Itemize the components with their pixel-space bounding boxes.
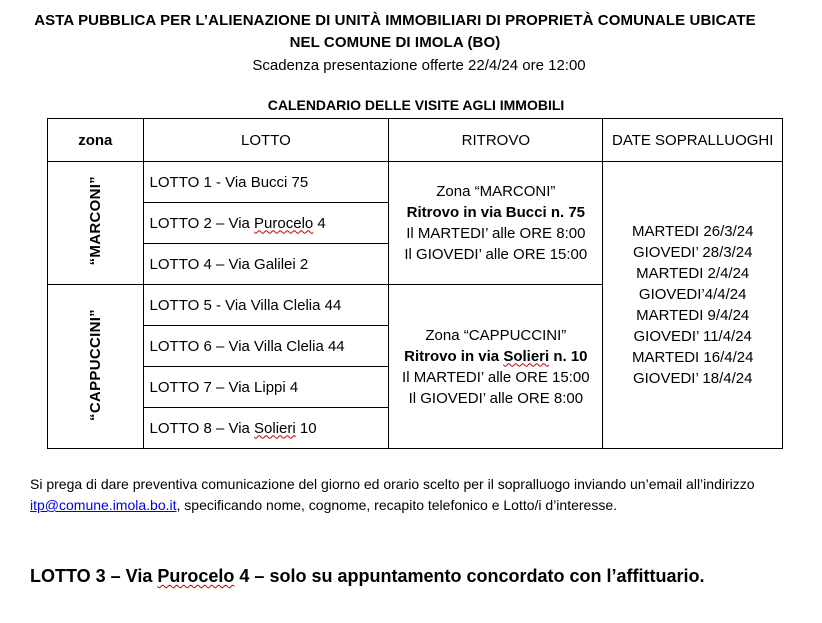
lot-cell <box>143 326 389 367</box>
ritrovo-marconi <box>389 162 603 285</box>
lot-cell <box>143 162 389 203</box>
date-item: GIOVEDI’4/4/24 <box>638 286 747 303</box>
ritrovo-cappuccini <box>389 285 603 449</box>
zone-marconi-label: “MARCONI” <box>86 176 104 266</box>
table-header-row <box>48 119 783 162</box>
lotto3-street: Purocelo <box>157 566 235 586</box>
lot-cell <box>143 285 389 326</box>
ritrovo-cappuccini-place-suffix: n. 10 <box>549 347 588 365</box>
date-item: MARTEDI 16/4/24 <box>631 349 754 366</box>
lot-2-prefix: LOTTO 2 – Via <box>149 214 255 232</box>
lot-cell <box>143 367 389 408</box>
lot-cell <box>143 244 389 285</box>
zone-marconi <box>48 162 144 285</box>
ritrovo-cappuccini-zone: Zona “CAPPUCCINI” <box>425 326 567 344</box>
lotto3-notice <box>30 566 820 587</box>
page-title-line2: NEL COMUNE DI IMOLA (BO) <box>289 34 501 51</box>
page-title-line1: ASTA PUBBLICA PER L’ALIENAZIONE DI UNITÀ IMMOBILIARI DI PROPRIETÀ COMUNALE UBICATE <box>34 12 756 29</box>
date-item: MARTEDI 9/4/24 <box>636 307 750 324</box>
date-item: GIOVEDI’ 11/4/24 <box>633 328 752 345</box>
email-link[interactable]: itp@comune.imola.bo.it <box>30 497 177 513</box>
visits-table <box>47 118 783 449</box>
ritrovo-marconi-thursday: Il GIOVEDI’ alle ORE 15:00 <box>404 246 588 263</box>
lot-cell <box>143 203 389 244</box>
lot-8-street: Solieri <box>254 419 296 437</box>
header-date: DATE SOPRALLUOGHI <box>603 119 783 162</box>
ritrovo-marconi-place: Ritrovo in via Bucci n. 75 <box>406 204 586 221</box>
lot-8-prefix: LOTTO 8 – Via <box>149 419 255 437</box>
ritrovo-cappuccini-thursday: Il GIOVEDI’ alle ORE 8:00 <box>408 389 584 407</box>
ritrovo-cappuccini-place <box>389 346 602 367</box>
calendar-title: CALENDARIO DELLE VISITE AGLI IMMOBILI <box>267 97 565 113</box>
lot-cell <box>143 408 389 449</box>
lot-7-label: LOTTO 7 – Via Lippi 4 <box>149 378 299 396</box>
lotto3-suffix: 4 – solo su appuntamento concordato con l’affittuario. <box>234 566 705 586</box>
dates-cell <box>603 162 783 449</box>
ritrovo-marconi-zone: Zona “MARCONI” <box>436 183 556 200</box>
deadline-text: Scadenza presentazione offerte 22/4/24 ore 12:00 <box>252 57 586 74</box>
lot-5-label: LOTTO 5 - Via Villa Clelia 44 <box>149 296 342 314</box>
lot-4-label: LOTTO 4 – Via Galilei 2 <box>149 255 309 273</box>
ritrovo-cappuccini-place-prefix: Ritrovo in via <box>404 347 504 365</box>
lot-8-suffix: 10 <box>295 419 317 437</box>
lot-2-suffix: 4 <box>313 214 326 232</box>
zone-cappuccini <box>48 285 144 449</box>
date-item: GIOVEDI’ 28/3/24 <box>632 244 753 261</box>
ritrovo-cappuccini-place-street: Solieri <box>503 347 550 365</box>
lot-6-label: LOTTO 6 – Via Villa Clelia 44 <box>149 337 345 355</box>
header-ritrovo: RITROVO <box>389 119 603 162</box>
header-lotto: LOTTO <box>143 119 389 162</box>
table-row <box>48 162 783 203</box>
zone-cappuccini-label: “CAPPUCCINI” <box>86 308 104 421</box>
ritrovo-marconi-tuesday: Il MARTEDI’ alle ORE 8:00 <box>406 225 586 242</box>
date-item: MARTEDI 26/3/24 <box>631 223 754 240</box>
header-zona: zona <box>48 119 144 162</box>
contact-note <box>30 474 800 516</box>
lot-1-label: LOTTO 1 - Via Bucci 75 <box>149 173 309 191</box>
lot-2-street: Purocelo <box>254 214 314 232</box>
note-text-after: , specificando nome, cognome, recapito telefonico e Lotto/i d’interesse. <box>176 497 617 513</box>
lotto3-prefix: LOTTO 3 – Via <box>30 566 158 586</box>
ritrovo-cappuccini-tuesday: Il MARTEDI’ alle ORE 15:00 <box>402 368 590 386</box>
note-text-before: Si prega di dare preventiva comunicazione del giorno ed orario scelto per il sopralluogo inviando un’email all’indirizzo <box>30 476 755 492</box>
date-item: GIOVEDI’ 18/4/24 <box>632 370 753 387</box>
date-item: MARTEDI 2/4/24 <box>636 265 750 282</box>
